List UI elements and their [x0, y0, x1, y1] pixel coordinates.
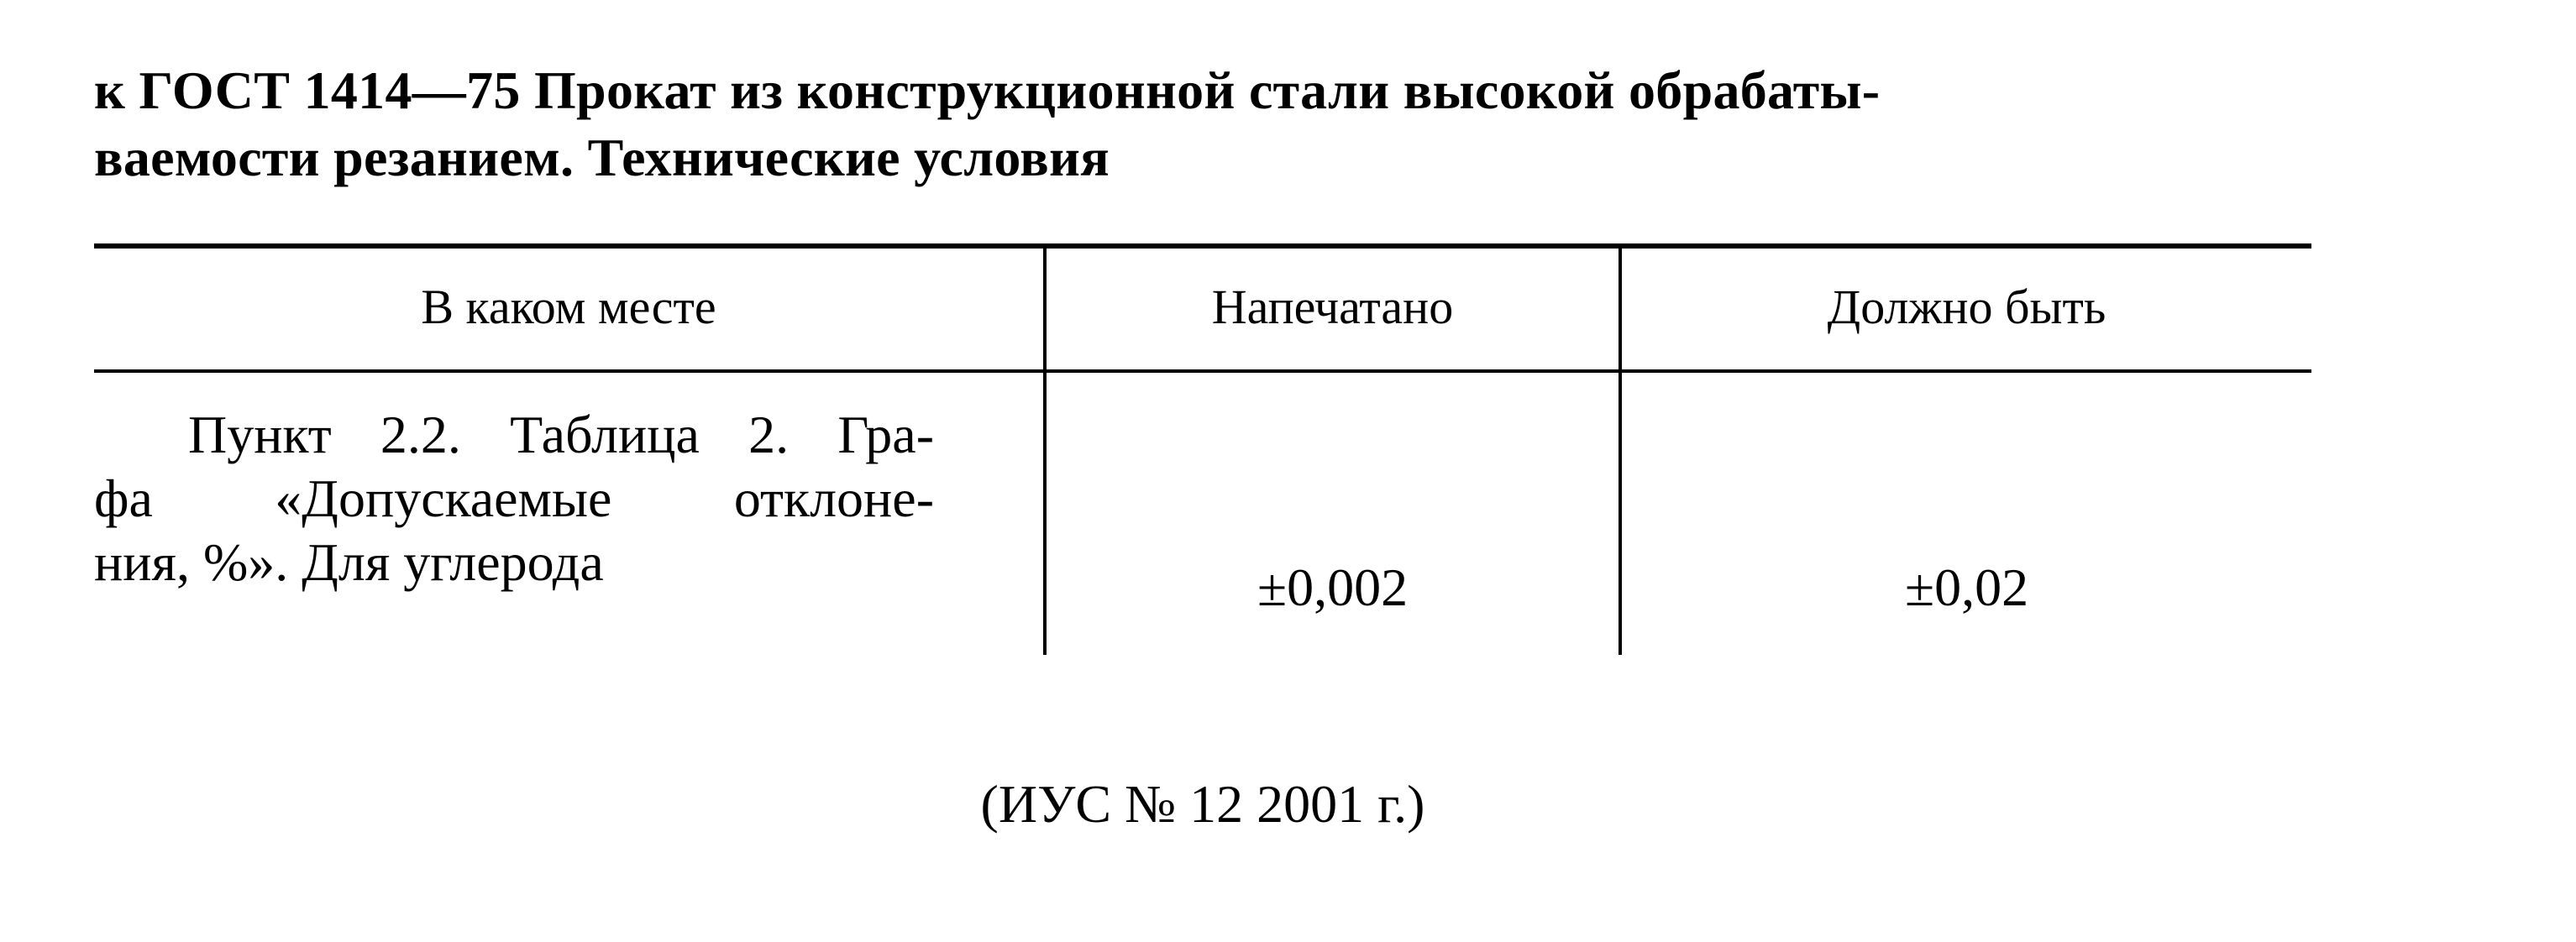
header-place: В каком месте: [421, 280, 716, 334]
document-footer-reference: (ИУС № 12 2001 г.): [980, 774, 1425, 834]
table-header-rule: [94, 369, 2311, 373]
row-should-be-value: ±0,02: [1904, 557, 2029, 617]
header-printed: Напечатано: [1211, 280, 1454, 334]
place-line-1: Пункт 2.2. Таблица 2. Гра-: [188, 405, 934, 464]
place-line-3: ния, %». Для углерода: [94, 532, 604, 592]
document-heading: [94, 57, 2278, 191]
heading-line-2: ваемости резанием. Технические условия: [94, 128, 1110, 187]
place-line-2: фа «Допускаемые отклоне-: [94, 468, 934, 528]
header-should-be: Должно быть: [1827, 280, 2106, 334]
row-printed-value: ±0,002: [1257, 557, 1409, 617]
corrections-table: [94, 243, 2311, 655]
row-place-cell: [94, 403, 934, 594]
table-top-rule: [94, 243, 2311, 249]
heading-line-1: к ГОСТ 1414—75 Прокат из конструкционной стали высокой обрабаты-: [94, 60, 1881, 120]
